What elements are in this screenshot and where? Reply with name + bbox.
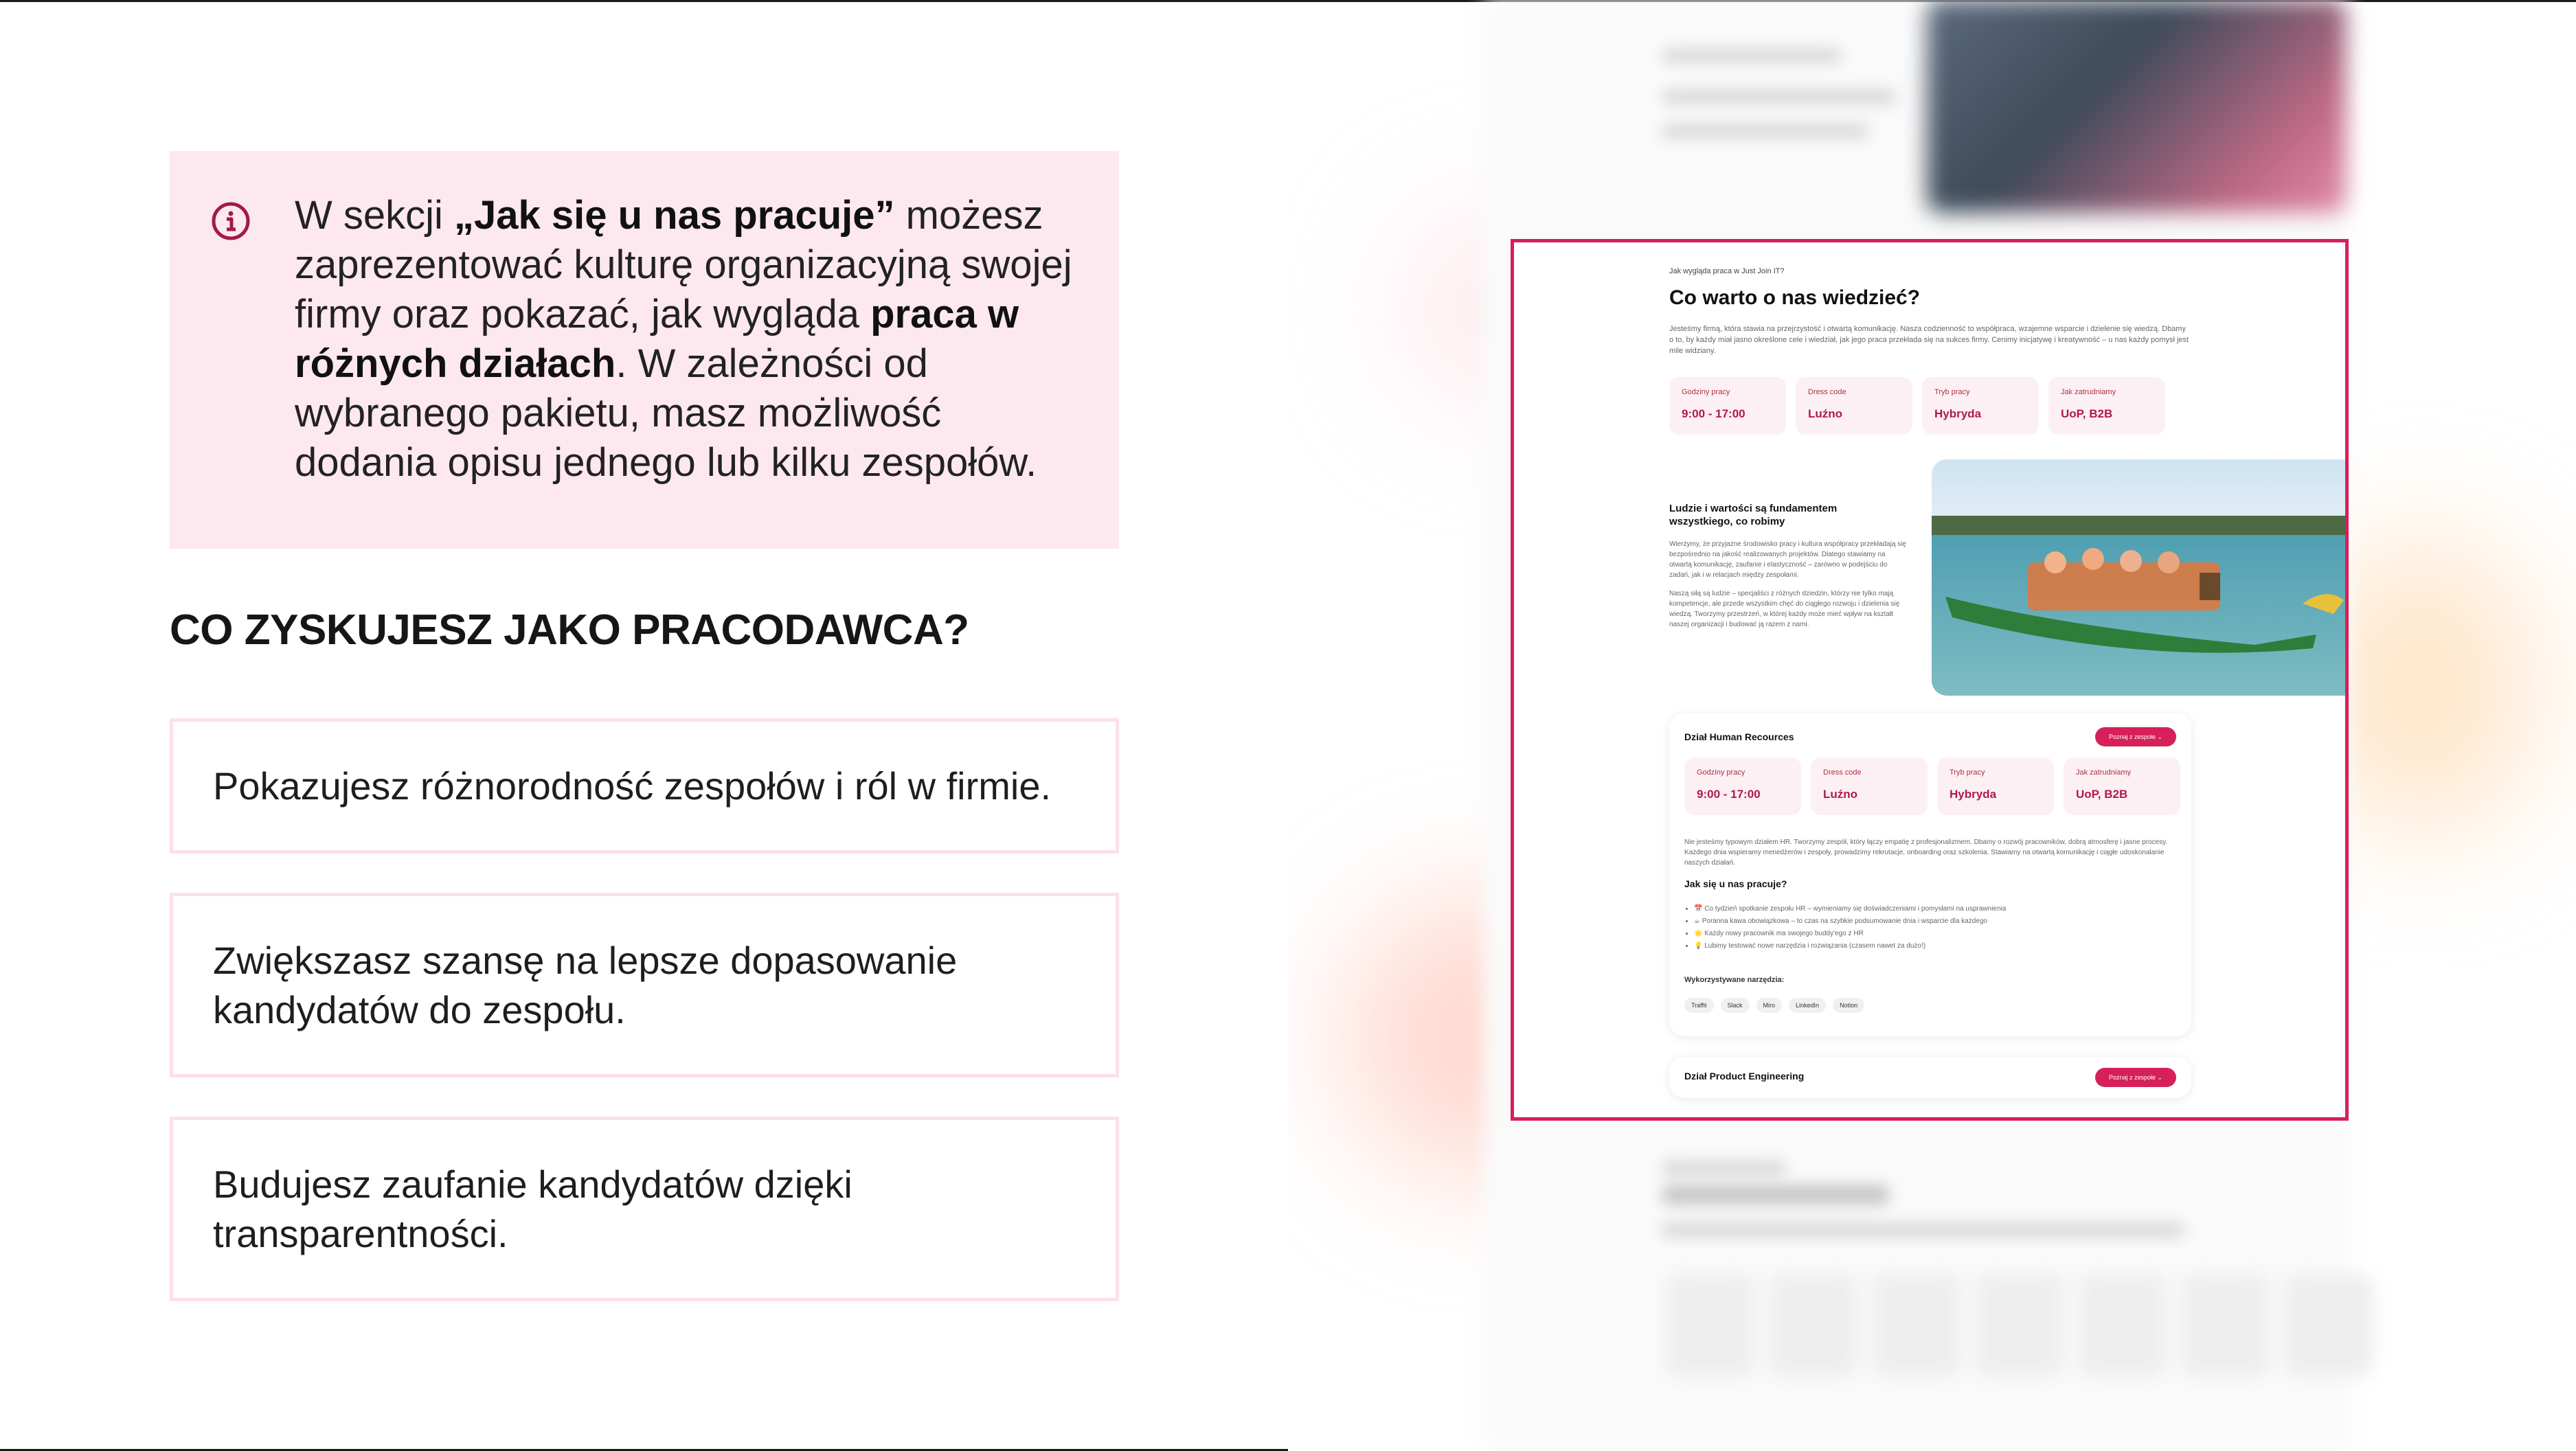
page-preview-highlight [1511, 239, 2349, 1121]
blurred-text [1662, 124, 1868, 139]
stat-card [2064, 757, 2180, 815]
info-text-emphasis: „Jak się u nas pracuje” [454, 193, 895, 238]
blurred-text [1662, 89, 1896, 104]
list-item: • 💡 Lubimy testować nowe narzędzia i rozwiązania (czasem nawet za dużo!) [1694, 940, 2006, 952]
blurred-text [1662, 1161, 1786, 1176]
blurred-tile [1769, 1274, 1858, 1377]
benefit-text: Pokazujesz różnorodność zespołów i ról w firmie. [213, 764, 1052, 808]
section-title: CO ZYSKUJESZ JAKO PRACODAWCA? [170, 606, 969, 654]
blurred-tile [2078, 1274, 2167, 1377]
preview-stats [1669, 377, 2165, 435]
tool-chip: Miro [1756, 998, 1783, 1013]
stat-card [1937, 757, 2054, 815]
how-we-work-heading: Jak się u nas pracuje? [1684, 878, 1787, 889]
stat-value: UoP, B2B [2061, 407, 2113, 420]
preview-intro: Jesteśmy firmą, która stawia na przejrzystość i otwartą komunikację. Nasza codzienność to współpraca, wzajemne wsparcie i dzielenie się wiedzą. Dbamy o to, by każdy miał jasno określone cele i wiedział, jak jego praca przekłada się na sukces firmy. Cenimy inicjatywę i kreatywność – u nas każdy pomysł jest mile widziany. [1669, 325, 2189, 355]
stat-value: 9:00 - 17:00 [1697, 788, 1761, 801]
info-callout [170, 151, 1119, 549]
info-text-part: . W zależności od wybranego pakietu, masz możliwość dodania opisu jednego lub kilku zespołów. [295, 341, 1037, 485]
blurred-text [1662, 1222, 2184, 1237]
department-description: Nie jesteśmy typowym działem HR. Tworzymy zespół, który łączy empatię z profesjonalizmem. Dbamy o rozwój pracowników, dobrą atmosferę i jasne procesy. Każdego dnia wspieramy menedżerów i zespoły, prowadzimy rekrutacje, onboarding oraz szkolenia. Stawiamy na otwartą komunikację i ciągłe udoskonalanie naszych działań. [1684, 838, 2168, 867]
values-heading: Ludzie i wartości są fundamentem wszystkiego, co robimy [1669, 503, 1838, 527]
values-body [1669, 539, 1910, 630]
meet-team-label: Poznaj z zespołe [2108, 1074, 2156, 1081]
benefit-card [170, 718, 1119, 854]
preview-heading: Co warto o nas wiedzieć? [1669, 286, 1921, 309]
info-text-part: W sekcji [295, 193, 454, 238]
meet-team-button[interactable] [2095, 1068, 2176, 1087]
values-paragraph: Naszą siłą są ludzie – specjaliści z różnych dziedzin, którzy nie tylko mają kompetencje, ale przede wszystkim chęć do ciągłego rozwoju i dzielenia się wiedzą. Tworzymy przestrzeń, w której każdy może mieć wpływ na kształt naszej organizacji i budować ją razem z nami. [1669, 590, 1900, 628]
stat-value: Luźno [1823, 788, 1858, 801]
team-boat-photo [1932, 459, 2349, 696]
stat-card [1796, 377, 1912, 435]
blurred-tile [2284, 1274, 2373, 1377]
stat-label: Jak zatrudniamy [2076, 768, 2132, 777]
chevron-down-icon: ⌄ [2157, 733, 2163, 740]
info-icon [211, 201, 251, 241]
meet-team-label: Poznaj z zespołe [2108, 733, 2156, 740]
stat-card [1922, 377, 2039, 435]
info-text-part: możesz zaprezentować kulturę organizacyjną swojej firmy oraz pokazać, jak wygląda [295, 193, 1072, 336]
meet-team-button[interactable] [2095, 727, 2176, 746]
tool-chip: Traffit [1684, 998, 1714, 1013]
tool-chip: Notion [1833, 998, 1864, 1013]
benefit-card [170, 1117, 1119, 1301]
stat-label: Godziny pracy [1697, 768, 1745, 777]
stat-label: Dress code [1808, 388, 1846, 396]
benefit-card [170, 893, 1119, 1077]
blurred-tile [1975, 1274, 2064, 1377]
stat-value: Hybryda [1950, 788, 1997, 801]
list-item: • 🌟 Każdy nowy pracownik ma swojego buddy'ego z HR [1694, 928, 2006, 940]
stat-value: UoP, B2B [2076, 788, 2128, 801]
stat-card [1684, 757, 1801, 815]
blurred-tile [1872, 1274, 1961, 1377]
department-stats [1684, 757, 2180, 815]
stat-card [2048, 377, 2165, 435]
blurred-tile [2181, 1274, 2270, 1377]
stat-card [1669, 377, 1786, 435]
stat-label: Tryb pracy [1950, 768, 1985, 777]
department-title: Dział Human Recources [1684, 731, 1794, 742]
department-card [1669, 713, 2191, 1036]
chevron-down-icon: ⌄ [2157, 1073, 2163, 1081]
info-text-emphasis: praca w różnych działach [295, 292, 1019, 386]
tools-list [1684, 998, 1864, 1013]
how-we-work-list [1684, 903, 2006, 952]
benefit-text: Zwiększasz szansę na lepsze dopasowanie kandydatów do zespołu. [213, 938, 958, 1031]
info-text [295, 191, 1085, 488]
stat-value: 9:00 - 17:00 [1682, 407, 1745, 420]
list-item: • ☕ Poranna kawa obowiązkowa – to czas na szybkie podsumowanie dnia i wsparcie dla każdego [1694, 915, 2006, 928]
stat-card [1811, 757, 1928, 815]
tool-chip: LinkedIn [1789, 998, 1826, 1013]
tools-heading: Wykorzystywane narzędzia: [1684, 976, 1785, 984]
stat-label: Godziny pracy [1682, 388, 1730, 396]
stat-label: Jak zatrudniamy [2061, 388, 2116, 396]
blurred-text [1662, 48, 1841, 63]
preview-eyebrow: Jak wygląda praca w Just Join IT? [1669, 267, 1785, 275]
blurred-text [1662, 1185, 1889, 1205]
stat-label: Tryb pracy [1934, 388, 1970, 396]
stat-label: Dress code [1823, 768, 1862, 777]
stat-value: Hybryda [1934, 407, 1982, 420]
stat-value: Luźno [1808, 407, 1843, 420]
blurred-tile [1666, 1274, 1755, 1377]
blurred-photo [1927, 0, 2346, 213]
list-item: • 📅 Co tydzień spotkanie zespołu HR – wymieniamy się doświadczeniami i pomysłami na usprawnienia [1694, 903, 2006, 915]
department-card [1669, 1057, 2191, 1098]
values-paragraph: Wierzymy, że przyjazne środowisko pracy i kultura współpracy przekładają się bezpośrednio na jakość realizowanych projektów. Dlatego stawiamy na otwartą komunikację, zaufanie i elastyczność – zarówno w podejściu do zadań, jak i w relacjach między zespołami. [1669, 540, 1906, 579]
tool-chip: Slack [1721, 998, 1750, 1013]
benefit-text: Budujesz zaufanie kandydatów dzięki transparentności. [213, 1162, 852, 1255]
department-title: Dział Product Engineering [1684, 1071, 1805, 1082]
